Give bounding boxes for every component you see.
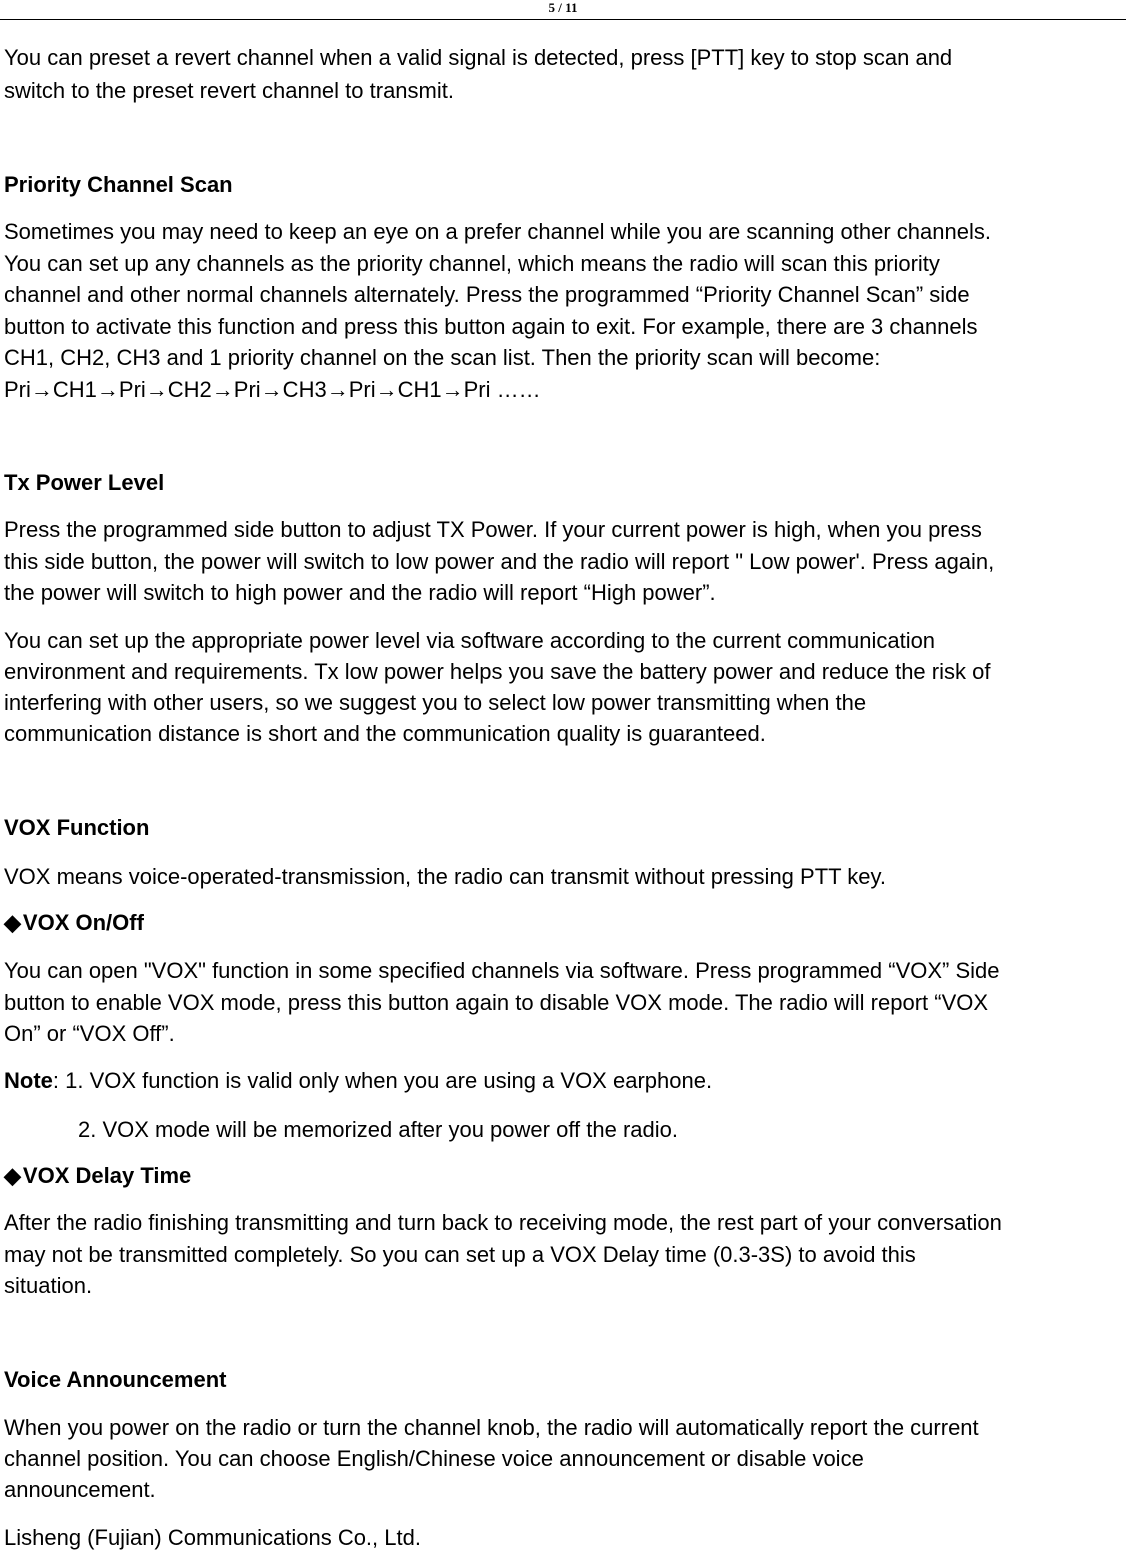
tx-power-p1-line-3: the power will switch to high power and the radio will report “High power”.: [4, 580, 716, 605]
vox-delay-title: VOX Delay Time: [22, 1163, 192, 1188]
voice-line-3: announcement.: [4, 1477, 156, 1502]
voice-heading: Voice Announcement: [4, 1367, 227, 1392]
tx-power-p2-line-3: interfering with other users, so we suggest you to select low power transmitting when the: [4, 690, 867, 715]
note-item-1: : 1. VOX function is valid only when you are using a VOX earphone.: [52, 1068, 713, 1093]
vox-note-line-1: [4, 1068, 712, 1094]
intro-line-1: You can preset a revert channel when a valid signal is detected, press [PTT] key to stop scan and: [4, 45, 953, 70]
page-number: 5 / 11: [548, 0, 578, 15]
priority-scan-line-3: channel and other normal channels alternately. Press the programmed “Priority Channel Scan” side: [4, 282, 970, 307]
voice-line-1: When you power on the radio or turn the channel knob, the radio will automatically report the current: [4, 1415, 979, 1440]
vox-delay-line-3: situation.: [4, 1273, 93, 1298]
tx-power-p1-line-2: this side button, the power will switch to low power and the radio will report " Low power'. Press again,: [4, 549, 995, 574]
vox-intro: VOX means voice-operated-transmission, the radio can transmit without pressing PTT key.: [4, 864, 887, 889]
vox-on-off-line-2: button to enable VOX mode, press this button again to disable VOX mode. The radio will report “VOX: [4, 990, 989, 1015]
priority-scan-line-2: You can set up any channels as the priority channel, which means the radio will scan this priority: [4, 251, 940, 276]
intro-line-2: switch to the preset revert channel to transmit.: [4, 78, 454, 103]
diamond-bullet-icon: ◆: [4, 910, 21, 935]
tx-power-p2-line-4: communication distance is short and the communication quality is guaranteed.: [4, 721, 766, 746]
priority-scan-heading: Priority Channel Scan: [4, 172, 233, 197]
tx-power-heading: Tx Power Level: [4, 470, 165, 495]
tx-power-p2-line-2: environment and requirements. Tx low power helps you save the battery power and reduce the risk of: [4, 659, 991, 684]
vox-on-off-subheading: [4, 910, 144, 936]
priority-scan-line-5: CH1, CH2, CH3 and 1 priority channel on the scan list. Then the priority scan will become:: [4, 345, 881, 370]
vox-on-off-title: VOX On/Off: [22, 910, 144, 935]
vox-on-off-line-1: You can open "VOX" function in some specified channels via software. Press programmed “VOX” Side: [4, 958, 1000, 983]
priority-scan-line-4: button to activate this function and press this button again to exit. For example, there are 3 channels: [4, 314, 978, 339]
vox-delay-line-1: After the radio finishing transmitting and turn back to receiving mode, the rest part of your conversation: [4, 1210, 1002, 1235]
priority-scan-line-1: Sometimes you may need to keep an eye on a prefer channel while you are scanning other channels.: [4, 219, 991, 244]
vox-delay-subheading: [4, 1163, 191, 1189]
vox-heading: VOX Function: [4, 815, 150, 840]
priority-scan-sequence: Pri→CH1→Pri→CH2→Pri→CH3→Pri→CH1→Pri ……: [4, 377, 541, 402]
tx-power-p2-line-1: You can set up the appropriate power level via software according to the current communication: [4, 628, 936, 653]
diamond-bullet-icon: ◆: [4, 1163, 21, 1188]
vox-on-off-line-3: On” or “VOX Off”.: [4, 1021, 175, 1046]
vox-delay-line-2: may not be transmitted completely. So you can set up a VOX Delay time (0.3-3S) to avoid this: [4, 1242, 916, 1267]
voice-line-2: channel position. You can choose English/Chinese voice announcement or disable voice: [4, 1446, 864, 1471]
page-header: [0, 0, 1126, 20]
note-label: Note: [4, 1068, 53, 1093]
tx-power-p1-line-1: Press the programmed side button to adjust TX Power. If your current power is high, when you press: [4, 517, 982, 542]
footer-company: Lisheng (Fujian) Communications Co., Ltd.: [4, 1525, 421, 1550]
vox-note-line-2: 2. VOX mode will be memorized after you power off the radio.: [78, 1117, 678, 1142]
